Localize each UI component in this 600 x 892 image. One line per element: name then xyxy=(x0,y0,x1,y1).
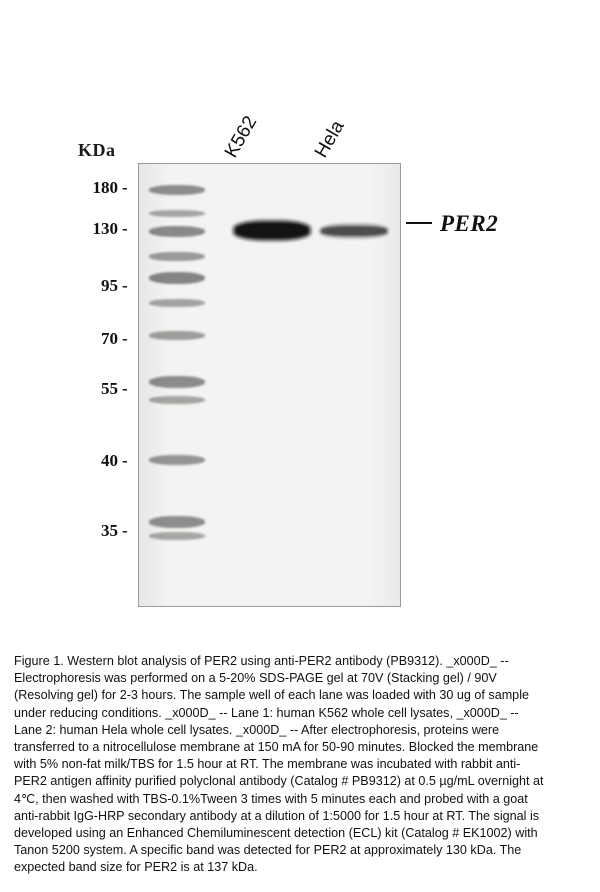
ladder-band xyxy=(149,516,205,528)
marker-number: 130 xyxy=(92,219,118,238)
band-hela-per2-halo xyxy=(319,223,389,239)
blot-membrane-panel xyxy=(138,163,401,607)
marker-dash: - xyxy=(122,219,128,238)
lane-label-k562: K562 xyxy=(220,112,262,162)
ladder-band xyxy=(149,376,205,388)
kda-axis-label: KDa xyxy=(78,140,116,160)
ladder-band xyxy=(149,455,205,465)
per2-pointer-line xyxy=(406,222,432,224)
marker-dash: - xyxy=(122,379,128,398)
marker-number: 55 xyxy=(101,379,118,398)
marker-number: 180 xyxy=(92,178,118,197)
marker-dash: - xyxy=(122,329,128,348)
per2-band-label: PER2 xyxy=(440,211,499,236)
ladder-band xyxy=(149,185,205,195)
ladder-band xyxy=(149,396,205,404)
figure-caption: Figure 1. Western blot analysis of PER2 using anti-PER2 antibody (PB9312). _x000D_ -- Electrophoresis was performed on a 5-20% SDS-PAGE gel at 70V (Stacking gel) / 90V (Resolving gel) for 2-3 hours. The sample well of each lane was loaded with 30 ug of sample under reducing conditions. _x000D_ -- Lane 1: human K562 whole cell lysates, _x000D_ -- Lane 2: human Hela whole cell lysates. _x000D_ -- After electrophoresis, proteins were transferred to a nitrocellulose membrane at 150 mA for 50-90 minutes. Blocked the membrane with 5% non-fat milk/TBS for 1.5 hour at RT. The membrane was incubated with rabbit anti-PER2 antigen affinity purified polyclonal antibody (Catalog # PB9312) at 0.5 µg/mL overnight at 4℃, then washed with TBS-0.1%Tween 3 times with 5 minutes each and probed with a goat anti-rabbit IgG-HRP secondary antibody at a dilution of 1:5000 for 1.5 hour at RT. The signal is developed using an Enhanced Chemiluminescent detection (ECL) kit (Catalog # EK1002) with Tanon 5200 system. A specific band was detected for PER2 at approximately 130 kDa. The expected band size for PER2 is at 137 kDa. xyxy=(14,654,544,875)
marker-number: 35 xyxy=(101,521,118,540)
band-k562-per2-halo xyxy=(232,219,312,242)
ladder-band xyxy=(149,252,205,261)
lane-label-hela: Hela xyxy=(310,117,349,162)
ladder-band xyxy=(149,272,205,284)
marker-dash: - xyxy=(122,276,128,295)
ladder-band xyxy=(149,331,205,340)
ladder-band xyxy=(149,299,205,307)
marker-number: 40 xyxy=(101,451,118,470)
ladder-band xyxy=(149,210,205,217)
marker-number: 70 xyxy=(101,329,118,348)
marker-dash: - xyxy=(122,178,128,197)
marker-number: 95 xyxy=(101,276,118,295)
marker-dash: - xyxy=(122,451,128,470)
ladder-band xyxy=(149,226,205,237)
marker-dash: - xyxy=(122,521,128,540)
protein-ladder xyxy=(149,164,205,606)
ladder-band xyxy=(149,532,205,540)
